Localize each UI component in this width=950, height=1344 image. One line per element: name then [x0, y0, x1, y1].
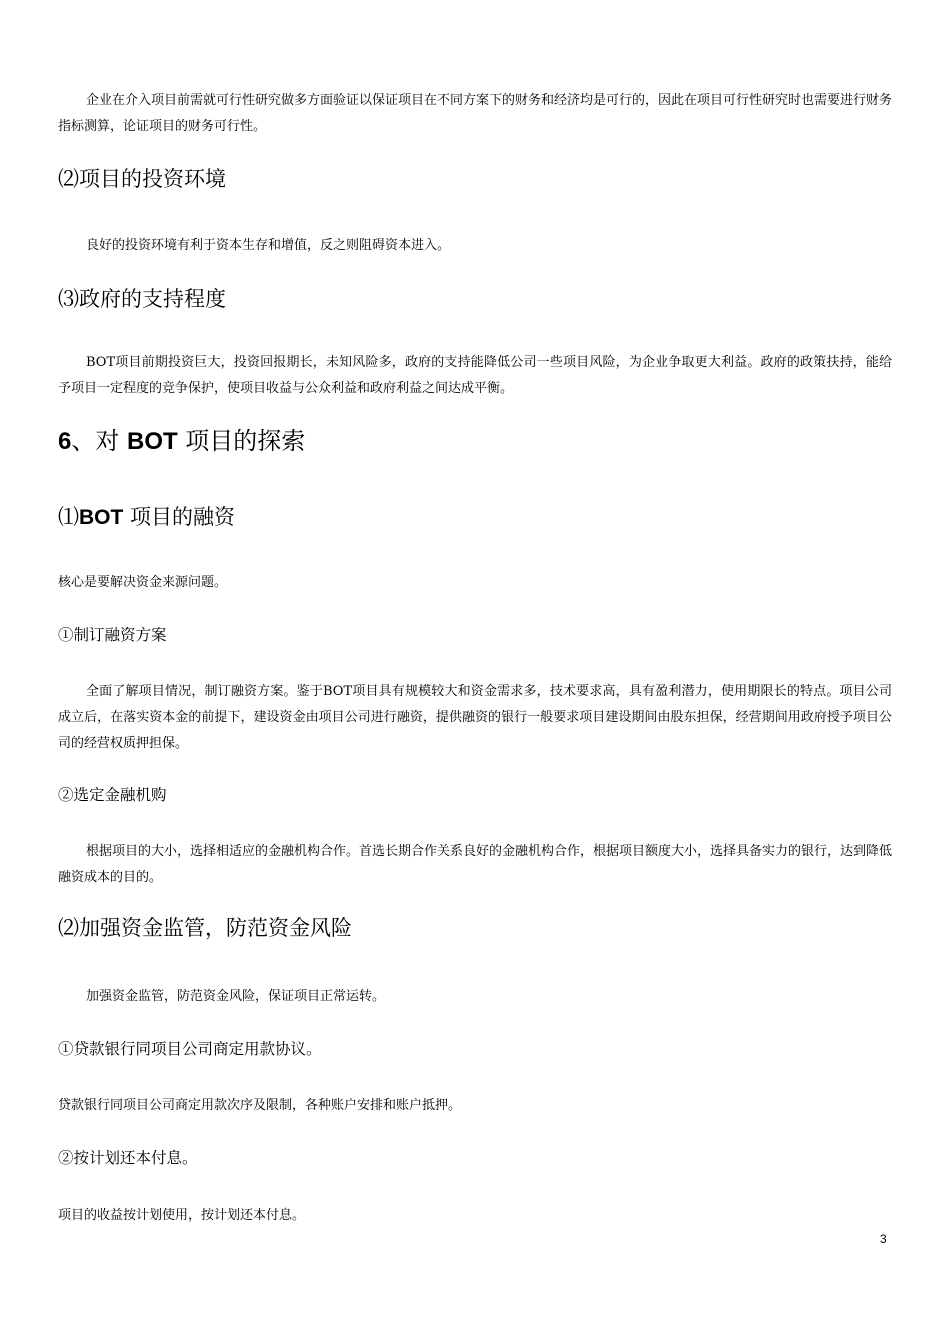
page-number: 3 — [880, 1232, 887, 1246]
heading-government-support: ⑶政府的支持程度 — [58, 287, 226, 311]
section-title-pre: 、对 — [71, 427, 127, 455]
section-heading-bot-exploration — [58, 425, 892, 458]
heading-bot-financing-suffix: 项目的融资 — [123, 505, 236, 529]
heading-bot-financing-prefix: ⑴ — [58, 505, 79, 529]
paragraph-repayment: 项目的收益按计划使用，按计划还本付息。 — [58, 1208, 306, 1223]
paragraph-financing-core: 核心是要解决资金来源问题。 — [58, 575, 228, 590]
heading-select-institution: ②选定金融机购 — [58, 786, 167, 804]
paragraph-select-institution: 根据项目的大小，选择相适应的金融机构合作。首选长期合作关系良好的金融机构合作，根据项目额度大小，选择具备实力的银行，达到降低融资成本的目的。 — [58, 844, 893, 885]
paragraph-financing-plan: 全面了解项目情况，制订融资方案。鉴于BOT项目具有规模较大和资金需求多，技术要求高，具有盈利潜力，使用期限长的特点。项目公司成立后，在落实资本金的前提下，建设资金由项目公司进行融资，提供融资的银行一般要求项目建设期间由股东担保，经营期间用政府授予项目公司的经营权质押担保。 — [58, 684, 892, 751]
heading-bot-financing — [58, 503, 892, 532]
heading-financing-plan: ①制订融资方案 — [58, 626, 167, 644]
heading-bot-financing-bot: BOT — [79, 506, 124, 529]
paragraph-feasibility: 企业在介入项目前需就可行性研究做多方面验证以保证项目在不同方案下的财务和经济均是可行的，因此在项目可行性研究时也需要进行财务指标测算，论证项目的财务可行性。 — [58, 93, 893, 134]
section-number: 6 — [58, 428, 72, 455]
paragraph-investment-environment: 良好的投资环境有利于资本生存和增值，反之则阻碍资本进入。 — [86, 238, 451, 253]
paragraph-loan-agreement: 贷款银行同项目公司商定用款次序及限制，各种账户安排和账户抵押。 — [58, 1098, 462, 1113]
paragraph-government-support: BOT项目前期投资巨大，投资回报期长，未知风险多，政府的支持能降低公司一些项目风险，为企业争取更大利益。政府的政策扶持，能给予项目一定程度的竞争保护，使项目收益与公众利益和政府利益之间达成平衡。 — [58, 355, 892, 396]
paragraph-fund-supervision: 加强资金监管，防范资金风险，保证项目正常运转。 — [86, 989, 386, 1004]
section-title-bot: BOT — [127, 428, 178, 455]
section-title-post: 项目的探索 — [177, 427, 306, 455]
heading-repayment: ②按计划还本付息。 — [58, 1149, 198, 1167]
heading-investment-environment: ⑵项目的投资环境 — [58, 167, 226, 191]
heading-fund-supervision: ⑵加强资金监管，防范资金风险 — [58, 916, 352, 940]
heading-loan-agreement: ①贷款银行同项目公司商定用款协议。 — [58, 1040, 322, 1058]
